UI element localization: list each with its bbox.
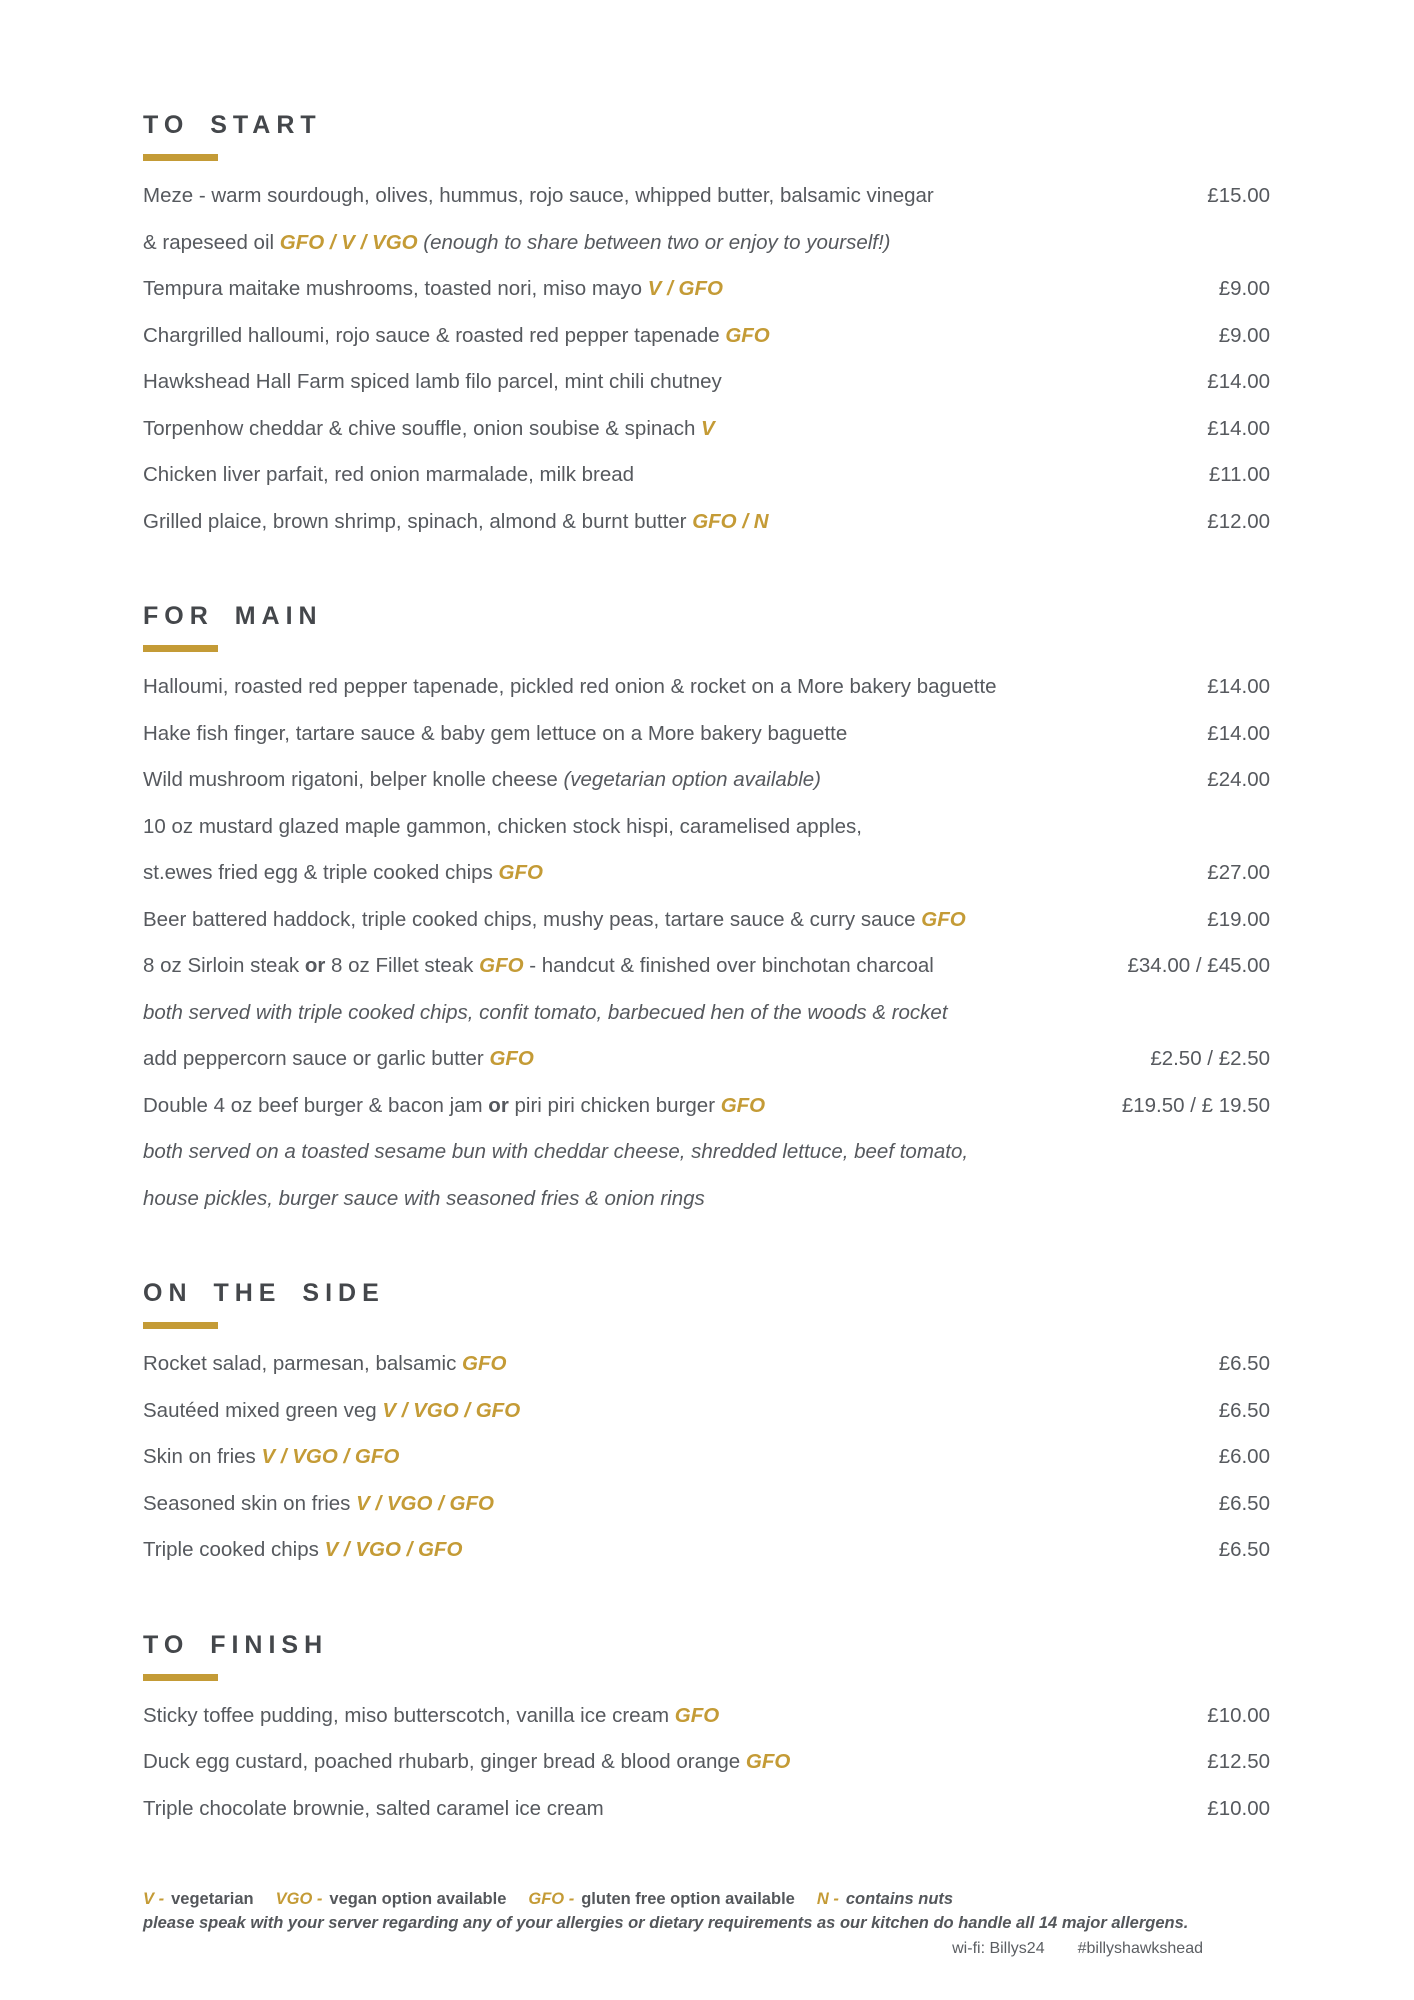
dish-description: [143, 722, 847, 746]
diet-tag: GFO: [921, 907, 966, 931]
price: £9.00: [1218, 323, 1270, 347]
section-underline: [143, 645, 218, 652]
legend-description: contains nuts: [845, 1890, 954, 1908]
section-underline: [143, 1674, 218, 1681]
dish-description: [143, 815, 862, 839]
menu-row: [143, 804, 1270, 851]
menu-sections: [143, 113, 1270, 1891]
dish-text: Torpenhow cheddar & chive souffle, onion soubise & spinach: [143, 416, 702, 440]
dish-description: [143, 370, 722, 394]
menu-row: [143, 1083, 1270, 1130]
dish-text: Halloumi, roasted red pepper tapenade, pickled red onion & rocket on a More bakery baguette: [143, 675, 997, 699]
dish-text: 8 oz Sirloin steak: [143, 954, 305, 978]
section-rows: [143, 664, 1270, 1222]
legend-entry: [817, 1890, 953, 1908]
legend-tag: V -: [143, 1890, 165, 1908]
dish-text: 10 oz mustard glazed maple gammon, chicken stock hispi, caramelised apples,: [143, 814, 862, 838]
diet-tag: GFO: [498, 861, 543, 885]
dish-text: Beer battered haddock, triple cooked chips, mushy peas, tartare sauce & curry sauce: [143, 907, 922, 931]
dish-description: [143, 277, 723, 301]
menu-row: [143, 990, 1270, 1037]
dish-description: [143, 1492, 494, 1516]
diet-tag: GFO: [745, 1750, 791, 1774]
dish-description: [143, 1797, 604, 1821]
price: £10.00: [1207, 1703, 1270, 1727]
menu-row: [143, 943, 1270, 990]
dish-description: [143, 1094, 765, 1118]
menu-row: [143, 266, 1270, 313]
dish-description: [143, 1750, 790, 1774]
dish-description: [143, 908, 966, 932]
section-title: TO START: [143, 111, 322, 139]
dish-text: Wild mushroom rigatoni, belper knolle cheese: [143, 768, 564, 792]
menu-row: [143, 711, 1270, 758]
dish-text: (enough to share between two or enjoy to yourself!): [417, 230, 891, 254]
diet-tag: GFO / N: [692, 509, 769, 533]
price: £15.00: [1207, 184, 1270, 208]
price: £6.50: [1218, 1538, 1270, 1562]
dish-text: Tempura maitake mushrooms, toasted nori, miso mayo: [143, 277, 648, 301]
legend-tag: VGO -: [275, 1890, 323, 1908]
legend-description: vegetarian: [171, 1890, 254, 1908]
menu-row: [143, 1388, 1270, 1435]
dish-text: add peppercorn sauce or garlic butter: [143, 1047, 490, 1071]
menu-row: [143, 1693, 1270, 1740]
diet-tag: GFO: [479, 954, 524, 978]
diet-tag: GFO: [489, 1047, 534, 1071]
legend-description: vegan option available: [329, 1890, 507, 1908]
dish-description: [143, 768, 821, 792]
dish-text: Rocket salad, parmesan, balsamic: [143, 1352, 463, 1376]
menu-section-for-main: [143, 604, 1270, 1222]
dish-description: [143, 861, 543, 885]
dish-text: st.ewes fried egg & triple cooked chips: [143, 861, 499, 885]
section-title: FOR MAIN: [143, 602, 323, 630]
dish-text: Skin on fries: [143, 1445, 262, 1469]
price: £6.50: [1218, 1352, 1270, 1376]
legend-entry: [143, 1890, 254, 1908]
dish-text: or: [304, 954, 326, 978]
dish-text: Grilled plaice, brown shrimp, spinach, almond & burnt butter: [143, 509, 693, 533]
legend-tag: N -: [816, 1890, 839, 1908]
dish-text: Meze - warm sourdough, olives, hummus, rojo sauce, whipped butter, balsamic vinegar: [143, 184, 934, 208]
dish-description: [143, 417, 715, 441]
price: £12.50: [1207, 1750, 1270, 1774]
menu-row: [143, 1527, 1270, 1574]
menu-row: [143, 1481, 1270, 1528]
dish-description: [143, 510, 769, 534]
menu-row: [143, 1786, 1270, 1833]
menu-row: [143, 359, 1270, 406]
menu-row: [143, 406, 1270, 453]
dish-text: Triple cooked chips: [143, 1538, 325, 1562]
diet-tag: V / VGO / GFO: [356, 1491, 494, 1515]
dish-description: [143, 463, 634, 487]
diet-tag: GFO: [725, 323, 770, 347]
diet-tag: V / GFO: [647, 277, 723, 301]
dish-text: Double 4 oz beef burger & bacon jam: [143, 1093, 489, 1117]
menu-row: [143, 1129, 1270, 1176]
price: £14.00: [1207, 721, 1270, 745]
diet-legend: [143, 1891, 1270, 1908]
menu-row: [143, 1739, 1270, 1786]
menu-footer: [143, 1891, 1270, 1957]
diet-tag: V / VGO / GFO: [324, 1538, 463, 1562]
price: £19.00: [1207, 907, 1270, 931]
dish-text: - handcut & finished over binchotan charcoal: [523, 954, 934, 978]
dish-text: Hake fish finger, tartare sauce & baby gem lettuce on a More bakery baguette: [143, 721, 848, 745]
dish-text: or: [488, 1093, 509, 1117]
dish-description: [143, 324, 770, 348]
diet-tag: GFO / V / VGO: [279, 230, 418, 254]
price: £12.00: [1207, 509, 1270, 533]
price: £2.50 / £2.50: [1150, 1047, 1270, 1071]
price: £9.00: [1218, 277, 1270, 301]
diet-tag: V / VGO / GFO: [261, 1445, 400, 1469]
section-title: TO FINISH: [143, 1630, 329, 1659]
dish-text: Seasoned skin on fries: [143, 1491, 357, 1515]
wifi-info: wi-fi: Billys24: [952, 1940, 1045, 1957]
price: £10.00: [1207, 1796, 1270, 1820]
dish-text: Chicken liver parfait, red onion marmalade, milk bread: [143, 463, 635, 487]
dish-description: [143, 1187, 705, 1211]
menu-row: [143, 1036, 1270, 1083]
legend-entry: [276, 1890, 507, 1908]
menu-row: [143, 220, 1270, 267]
price: £27.00: [1207, 861, 1270, 885]
dish-text: house pickles, burger sauce with seasoned fries & onion rings: [143, 1186, 705, 1210]
allergen-note: please speak with your server regarding any of your allergies or dietary requirements as our kitchen do handle all 14 major allergens.: [143, 1914, 1189, 1932]
price: £34.00 / £45.00: [1127, 954, 1270, 978]
legend-description: gluten free option available: [581, 1890, 795, 1908]
dish-description: [143, 231, 891, 255]
dish-text: Hawkshead Hall Farm spiced lamb filo parcel, mint chili chutney: [143, 370, 722, 394]
menu-row: [143, 1434, 1270, 1481]
menu-section-to-start: [143, 113, 1270, 545]
dish-text: Triple chocolate brownie, salted caramel ice cream: [143, 1796, 604, 1820]
dish-description: [143, 1538, 462, 1562]
dish-text: Sautéed mixed green veg: [143, 1398, 383, 1422]
diet-tag: GFO: [720, 1093, 766, 1117]
dish-text: (vegetarian option available): [563, 768, 822, 792]
dish-description: [143, 184, 934, 208]
section-title: ON THE SIDE: [143, 1279, 385, 1307]
social-hashtag: #billyshawkshead: [1077, 1940, 1203, 1957]
dish-text: Duck egg custard, poached rhubarb, ginger bread & blood orange: [143, 1750, 746, 1774]
diet-tag: GFO: [674, 1703, 720, 1727]
dish-text: Sticky toffee pudding, miso butterscotch, vanilla ice cream: [143, 1703, 675, 1727]
section-rows: [143, 173, 1270, 545]
menu-row: [143, 664, 1270, 711]
dish-text: piri piri chicken burger: [508, 1093, 721, 1117]
dish-text: both served on a toasted sesame bun with cheddar cheese, shredded lettuce, beef tomato,: [143, 1140, 969, 1164]
dish-description: [143, 675, 997, 699]
section-rows: [143, 1341, 1270, 1574]
dish-description: [143, 1047, 534, 1071]
menu-row: [143, 1341, 1270, 1388]
menu-row: [143, 757, 1270, 804]
dish-text: & rapeseed oil: [143, 230, 280, 254]
dish-description: [143, 1704, 719, 1728]
footer-meta: [143, 1940, 1270, 1957]
dish-description: [143, 1140, 968, 1164]
price: £14.00: [1207, 370, 1270, 394]
price: £14.00: [1207, 416, 1270, 440]
price: £11.00: [1208, 463, 1270, 487]
menu-row: [143, 1176, 1270, 1223]
diet-tag: GFO: [462, 1352, 507, 1376]
dish-text: both served with triple cooked chips, confit tomato, barbecued hen of the woods & rocket: [143, 1000, 948, 1024]
dish-text: 8 oz Fillet steak: [325, 954, 480, 978]
menu-row: [143, 897, 1270, 944]
legend-tag: GFO -: [528, 1890, 575, 1908]
price: £14.00: [1207, 675, 1270, 699]
price: £6.00: [1218, 1445, 1270, 1469]
legend-entry: [528, 1890, 794, 1908]
section-rows: [143, 1693, 1270, 1833]
menu-row: [143, 452, 1270, 499]
section-underline: [143, 154, 218, 161]
price: £6.50: [1218, 1398, 1270, 1422]
diet-tag: V: [701, 416, 715, 440]
menu-row: [143, 499, 1270, 546]
dish-description: [143, 1399, 520, 1423]
price: £24.00: [1207, 768, 1270, 792]
menu-section-on-the-side: [143, 1281, 1270, 1574]
menu-row: [143, 173, 1270, 220]
menu-section-to-finish: [143, 1630, 1270, 1833]
menu-row: [143, 850, 1270, 897]
dish-description: [143, 1352, 506, 1376]
dish-text: Chargrilled halloumi, rojo sauce & roasted red pepper tapenade: [143, 323, 726, 347]
price: £19.50 / £ 19.50: [1121, 1093, 1270, 1117]
dish-description: [143, 954, 934, 978]
dish-description: [143, 1445, 399, 1469]
menu-row: [143, 313, 1270, 360]
section-underline: [143, 1322, 218, 1329]
diet-tag: V / VGO / GFO: [382, 1398, 521, 1422]
dish-description: [143, 1001, 948, 1025]
price: £6.50: [1218, 1491, 1270, 1515]
